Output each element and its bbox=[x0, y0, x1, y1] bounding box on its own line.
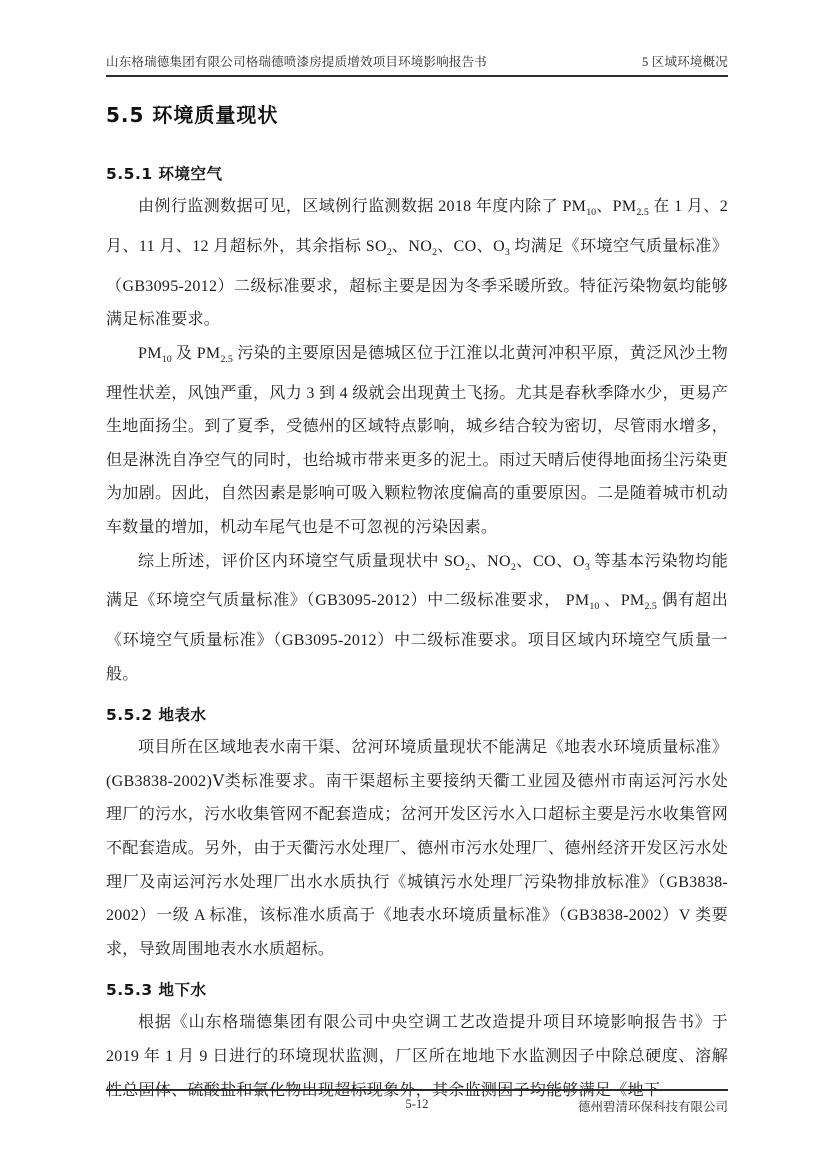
page-title: 5.5 环境质量现状 bbox=[106, 103, 279, 127]
paragraph: $PM_{10}$ 及 $PM_{2.5}$ 污染的主要原因是德城区位于江淮以北黄河冲积平原，黄泛风沙土物理性状差，风蚀严重，风力 3 到 4 级就会出现黄土飞扬。尤其是春秋季降水少，更易产生地面扬尘。到了夏季，受德州的区域特点影响，城乡结合较为密切，尽管雨水增多，但是淋洗自净空气的同时，也给城市带来更多的泥土。雨过天晴后使得地面扬尘污染更为加剧。因此，自然因素是影响可吸入颗粒物浓度偏高的重要原因。二是随着城市机动车数量的增加，机动车尾气也是不可忽视的污染因素。 bbox=[106, 344, 728, 536]
section-heading-552: 5.5.2 地表水 bbox=[106, 706, 207, 725]
page-footer bbox=[106, 1089, 728, 1112]
section-groundwater bbox=[106, 966, 728, 1107]
paragraph: 综上所述，评价区内环境空气质量现状中 $SO_2$、$NO_2$、CO、$O_3$ 等基本污染物均能满足《环境空气质量标准》（GB3095-2012）中二级标准要求， $PM_{10}$ 、$PM_{2.5}$ 偶有超出《环境空气质量标准》（GB3095-2012）中二级标准要求。项目区域内环境空气质量一般。 bbox=[106, 552, 728, 683]
section-heading-551: 5.5.1 环境空气 bbox=[106, 165, 223, 183]
paragraph: 根据《山东格瑞德集团有限公司中央空调工艺改造提升项目环境影响报告书》于 2019 年 1 月 9 日进行的环境现状监测，厂区所在地地下水监测因子中除总硬度、溶解性总固体、硫酸盐和氯化物出现超标现象外，其余监测因子均能够满足《地下 bbox=[106, 1014, 728, 1099]
footer-company: 德州碧清环保科技有限公司 bbox=[577, 1100, 728, 1114]
section-heading-553: 5.5.3 地下水 bbox=[106, 981, 207, 1000]
header-doc-title: 山东格瑞德集团有限公司格瑞德喷漆房提质增效项目环境影响报告书 bbox=[106, 55, 488, 69]
page-number: 5-12 bbox=[405, 1097, 429, 1111]
page-content bbox=[106, 0, 728, 1107]
paragraph: 由例行监测数据可见，区域例行监测数据 2018 年度内除了 $PM_{10}$、$PM_{2.5}$ 在 1 月、2 月、11 月、12 月超标外，其余指标 $SO_2$、$NO_2$、CO、$O_3$ 均满足《环境空气质量标准》（GB3095-2012）二级标准要求，超标主要是因为冬季采暖所致。特征污染物氨均能够满足标准要求。 bbox=[106, 198, 728, 329]
paragraph: 项目所在区域地表水南干渠、岔河环境质量现状不能满足《地表水环境质量标准》(GB3838-2002)Ⅴ类标准要求。南干渠超标主要接纳天衢工业园及德州市南运河污水处理厂的污水，污水收集管网不配套造成；岔河开发区污水入口超标主要是污水收集管网不配套造成。另外，由于天衢污水处理厂、德州市污水处理厂、德州经济开发区污水处理厂及南运河污水处理厂出水水质执行《城镇污水处理厂污染物排放标准》（GB3838-2002）一级 A 标准，该标准水质高于《地表水环境质量标准》（GB3838-2002）V 类要求，导致周围地表水水质超标。 bbox=[106, 739, 728, 958]
section-air-quality bbox=[106, 150, 728, 691]
page-header bbox=[106, 0, 728, 77]
header-chapter-label: 5 区域环境概况 bbox=[642, 55, 728, 69]
footer-row bbox=[106, 1097, 728, 1112]
section-surface-water bbox=[106, 691, 728, 966]
